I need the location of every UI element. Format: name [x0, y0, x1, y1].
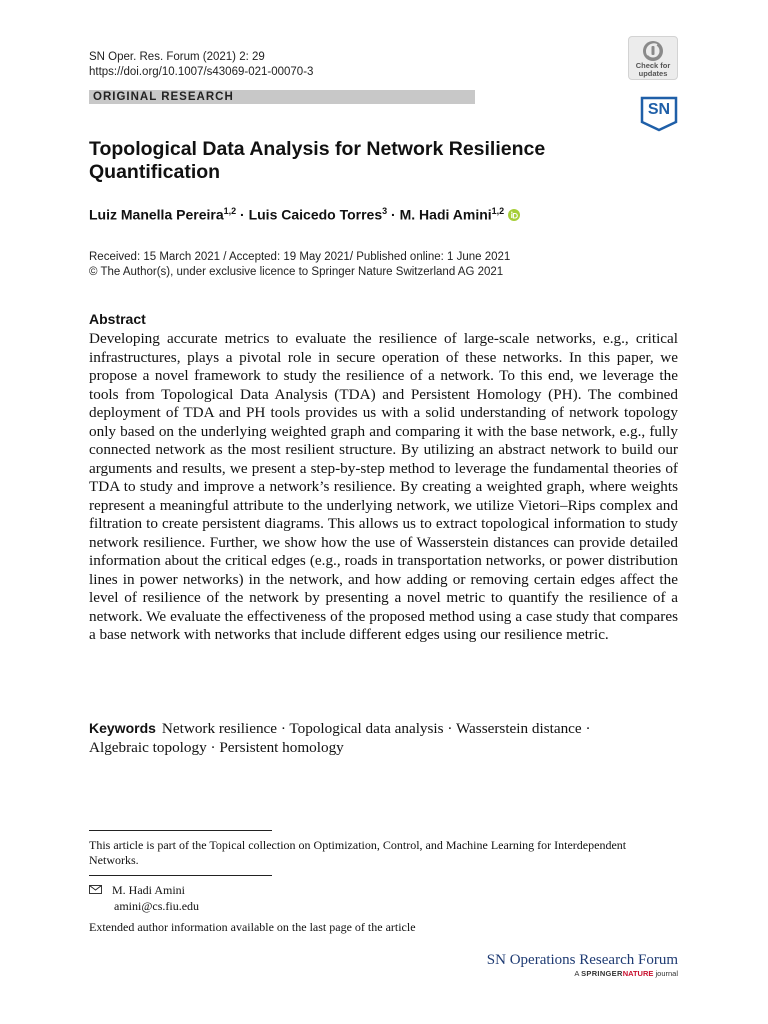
author-name: M. Hadi Amini: [399, 206, 492, 223]
author-separator: ·: [387, 206, 400, 223]
tag-springer: SPRINGER: [581, 969, 623, 978]
author-affiliation: 3: [382, 206, 388, 216]
author-name: Luis Caicedo Torres: [248, 206, 383, 223]
keywords-label: Keywords: [89, 720, 156, 736]
doi-link[interactable]: https://doi.org/10.1007/s43069-021-00070-3: [89, 66, 314, 78]
contact-name: M. Hadi Amini: [112, 883, 186, 897]
tag-prefix: A: [574, 969, 580, 978]
title-line-2: Quantification: [89, 161, 221, 183]
dates-line: Received: 15 March 2021 / Accepted: 19 May 2021/ Published online: 1 June 2021: [89, 251, 511, 263]
tag-suffix: journal: [655, 969, 678, 978]
author-affiliation: 1,2: [223, 206, 237, 216]
abstract-heading: Abstract: [89, 311, 146, 327]
footnote-divider: [89, 830, 272, 831]
article-type-banner: [89, 90, 475, 104]
journal-footer: [468, 952, 678, 979]
author-affiliation: 1,2: [491, 206, 505, 216]
title-line-1: Topological Data Analysis for Network Resilience: [89, 138, 546, 160]
article-type-label: ORIGINAL RESEARCH: [93, 91, 234, 103]
keywords-line-2: Algebraic topology · Persistent homology: [89, 738, 344, 756]
journal-line: SN Oper. Res. Forum (2021) 2: 29: [89, 51, 265, 63]
abstract-text: Developing accurate metrics to evaluate the resilience of large-scale networks, e.g., critical infrastructures, plays a pivotal role in secure operation of these networks. In this paper, we propose a novel framework to study the resilience of a network. To this end, we leverage the tools from Topological Data Analysis (TDA) and Persistent Homology (PH). The combined deployment of TDA and PH tools provides us with a solid understanding of network topology only based on the underlying weighted graph and comparing it with the base network, e.g., fully connected network as the most resilient structure. By utilizing an abstract network to build our arguments and results, we present a step-by-step method to leverage the fundamental theories of TDA to study and improve a network’s resilience. By creating a weighted graph, where weights represent a meaningful attribute to the underlying network, we utilize Vietori–Rips complex and filtration to create persistent diagrams. This allows us to extract topological information to study network resilience. Further, we show how the use of Wasserstein distances can provide detailed information about the critical edges (e.g., roads in transportation networks, or power distribution lines in power networks) in the network, and how adding or removing certain edges affect the level of resilience of the network by presenting a novel metric to quantify the resilience of a network. We evaluate the effectiveness of the proposed method using a case study that compares a base network with networks that include different edges using our resilience metric.: [89, 330, 678, 643]
check-updates-line1: Check for: [635, 61, 671, 70]
publication-history: [89, 250, 510, 280]
springer-nature-tag: [468, 969, 678, 979]
journal-citation: [89, 50, 313, 80]
copyright-line: © The Author(s), under exclusive licence to Springer Nature Switzerland AG 2021: [89, 266, 504, 278]
author-separator: ·: [236, 206, 249, 223]
sn-logo: [640, 96, 678, 132]
journal-name: SN Operations Research Forum: [486, 952, 678, 968]
topical-collection-note: This article is part of the Topical collection on Optimization, Control, and Machine Learning for Interdependent Networks.: [89, 838, 627, 867]
corresponding-author: [89, 882, 199, 914]
extended-author-info: Extended author information available on the last page of the article: [89, 920, 416, 934]
check-for-updates-button[interactable]: [628, 36, 678, 80]
sn-badge-text: SN: [647, 101, 671, 118]
orcid-icon[interactable]: [508, 209, 520, 221]
envelope-icon: [89, 885, 102, 894]
keywords-line-1: Network resilience · Topological data analysis · Wasserstein distance ·: [161, 720, 591, 737]
paper-title: [89, 138, 609, 184]
check-updates-line2: updates: [638, 69, 668, 78]
check-updates-icon: [642, 40, 664, 62]
author-list: [89, 206, 520, 223]
author-name: Luiz Manella Pereira: [89, 206, 224, 223]
tag-nature: NATURE: [622, 969, 654, 978]
keywords-section: [89, 719, 678, 757]
contact-divider: [89, 875, 272, 876]
contact-email[interactable]: amini@cs.fiu.edu: [114, 899, 200, 913]
